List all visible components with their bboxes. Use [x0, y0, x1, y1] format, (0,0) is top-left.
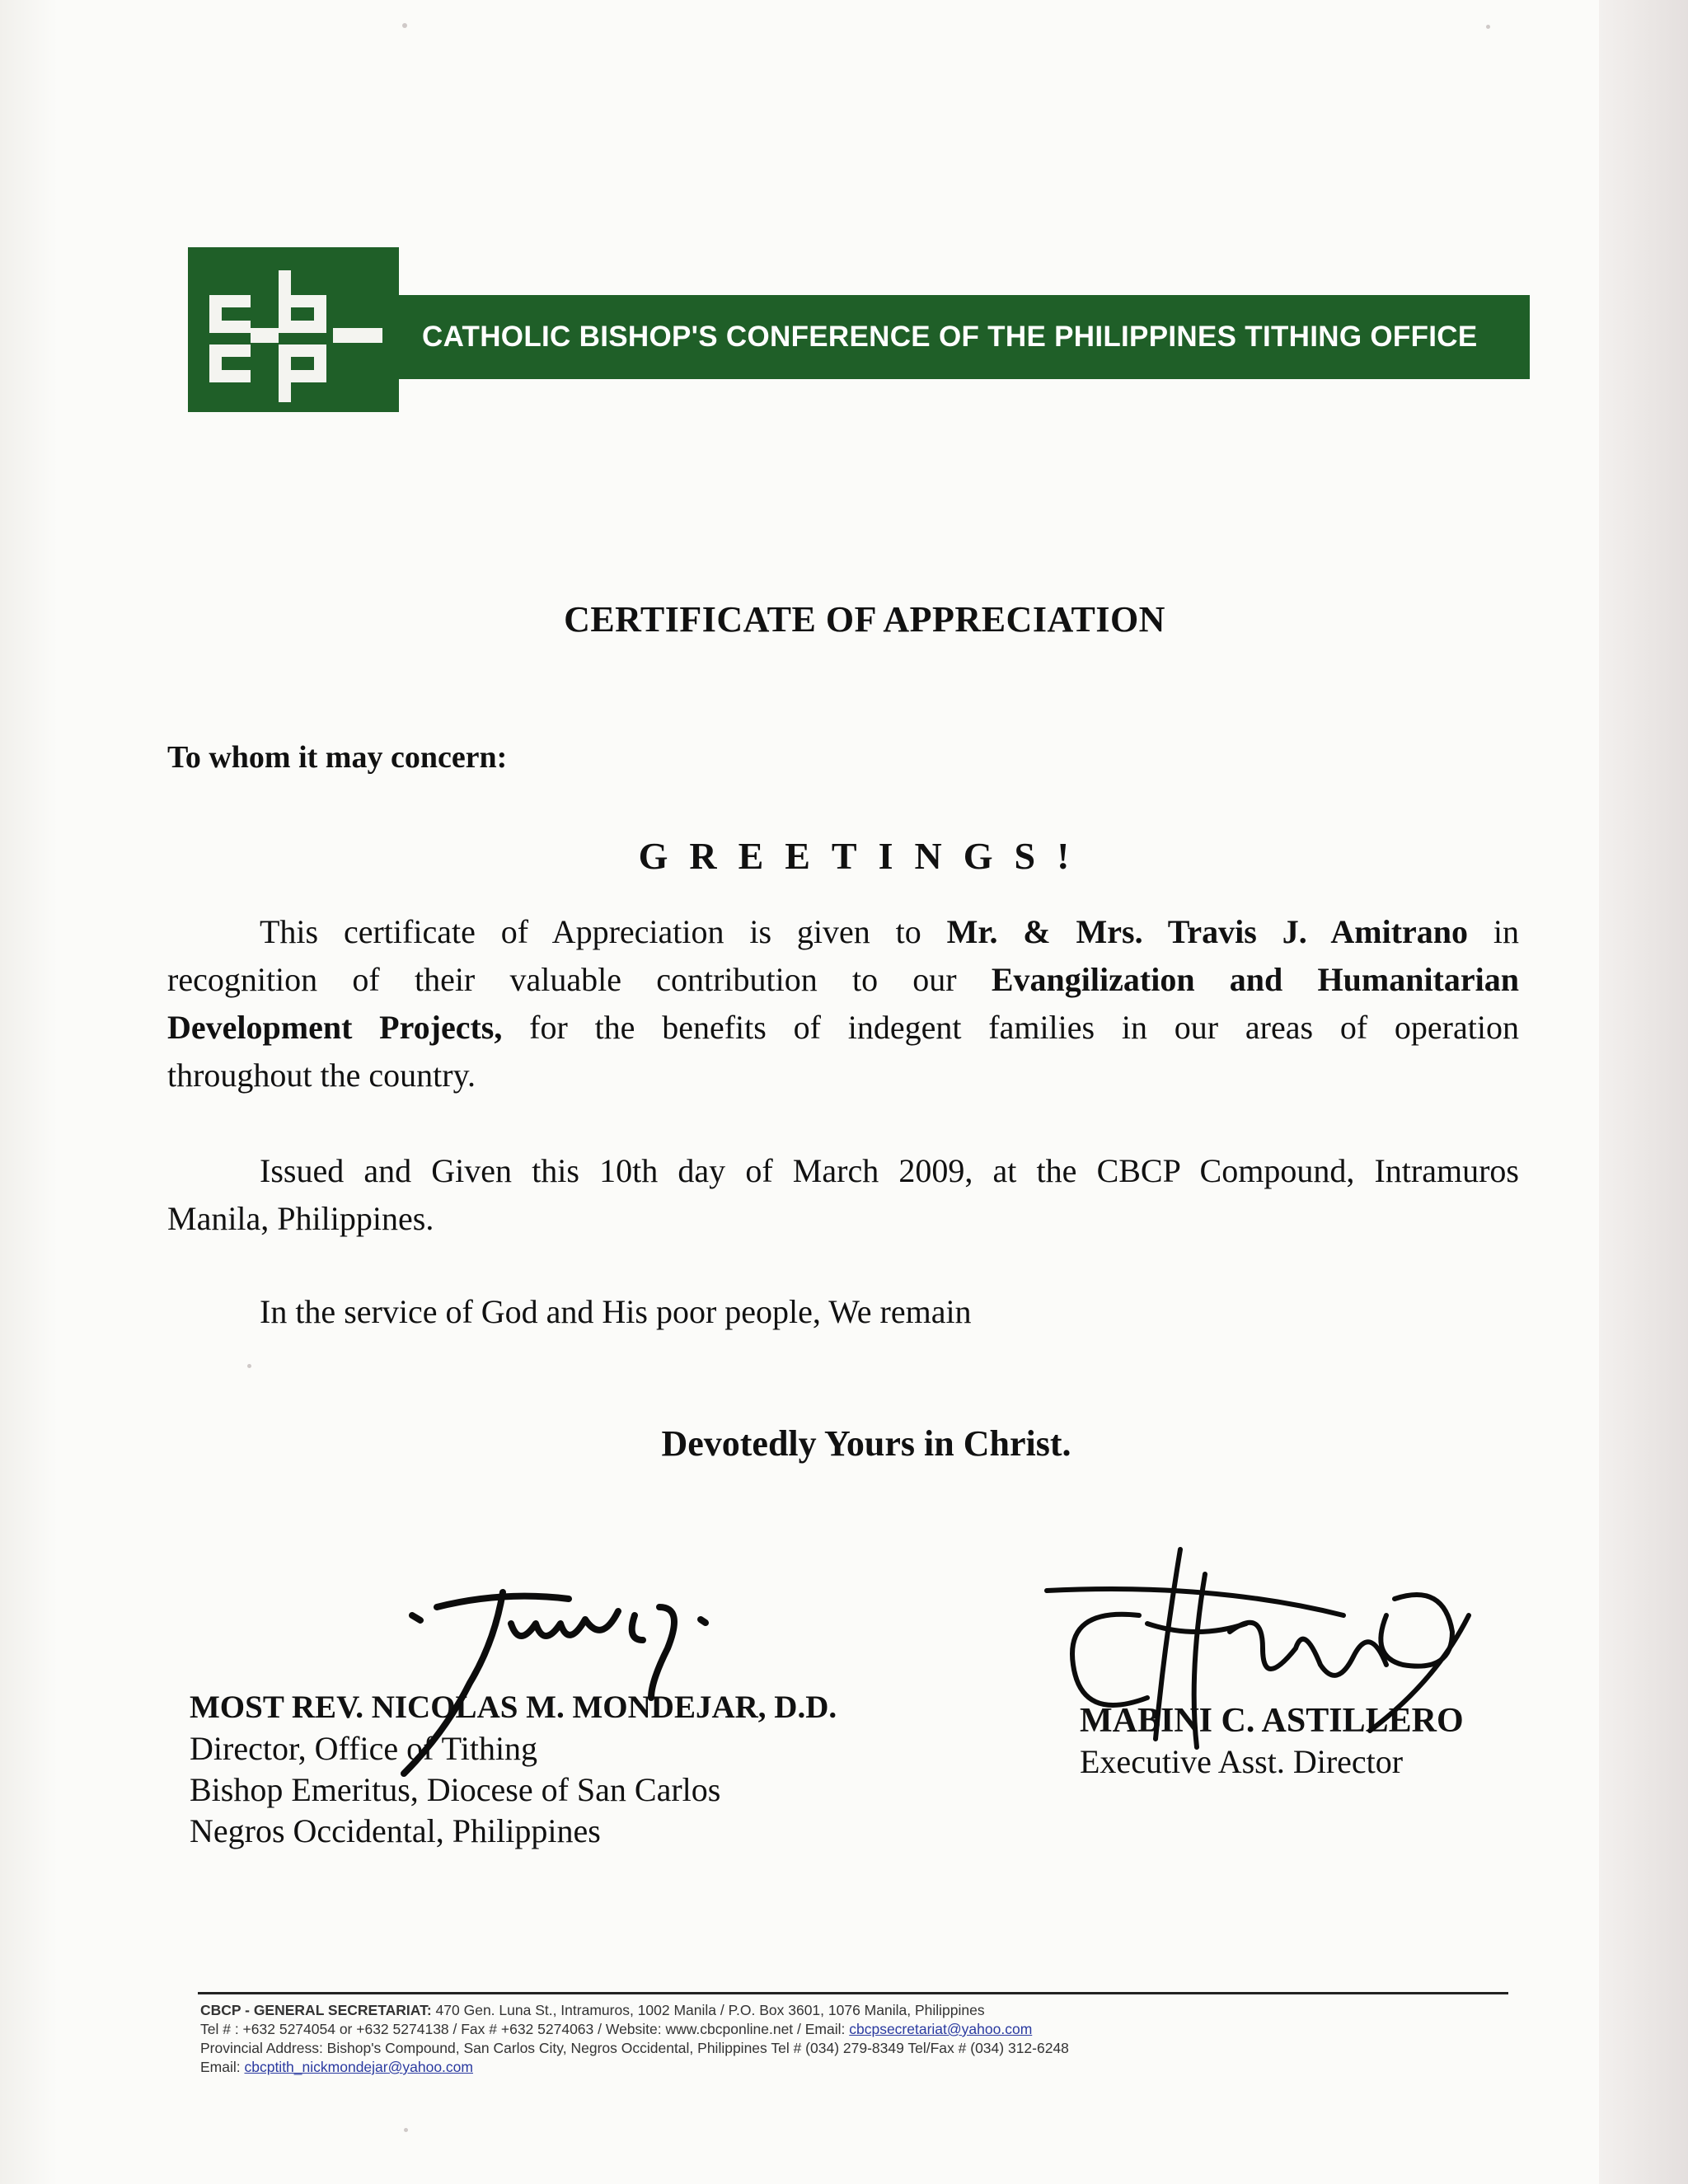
body-text: This certificate of Appreciation is given to [260, 913, 947, 950]
body-text: recognition of their valuable contribution to our [167, 961, 992, 998]
body-paragraph-issued [167, 1147, 1519, 1243]
signatory-right-name: MABINI C. ASTILLERO [1080, 1702, 1464, 1740]
footer-line [200, 2020, 1069, 2039]
footer-contact-block [200, 2001, 1069, 2077]
recipient-name: Mr. & Mrs. Travis J. Amitrano [946, 913, 1469, 950]
body-paragraph-service [167, 1288, 1519, 1336]
greeting: GREETINGS! [638, 835, 1091, 877]
scan-speck [247, 1364, 251, 1368]
body-line [167, 956, 1519, 1004]
project-name: Development Projects, [167, 1009, 503, 1046]
scan-shadow-left [0, 0, 58, 2184]
closing-line: Devotedly Yours in Christ. [661, 1423, 1071, 1464]
scan-speck [1486, 25, 1490, 29]
footer-divider [198, 1992, 1508, 1994]
scan-speck [404, 2128, 408, 2132]
footer-line [200, 2001, 1069, 2020]
certificate-title: CERTIFICATE OF APPRECIATION [564, 599, 1165, 640]
salutation: To whom it may concern: [167, 740, 508, 775]
body-paragraph-appreciation [167, 908, 1519, 1099]
footer-email-link[interactable]: cbcptith_nickmondejar@yahoo.com [244, 2059, 473, 2075]
cbcp-logo [188, 247, 399, 412]
signatory-left-title: Director, Office of Tithing [190, 1730, 538, 1767]
scan-speck [402, 23, 407, 28]
organization-name: CATHOLIC BISHOP'S CONFERENCE OF THE PHILIPPINES TITHING OFFICE [422, 321, 1478, 353]
footer-line [200, 2058, 1069, 2077]
body-line: In the service of God and His poor people, We remain [260, 1293, 972, 1330]
footer-email-link[interactable]: cbcpsecretariat@yahoo.com [849, 2021, 1033, 2037]
footer-text: Email: [200, 2059, 245, 2075]
project-name: Evangilization and Humanitarian [991, 961, 1519, 998]
signatory-left-name: MOST REV. NICOLAS M. MONDEJAR, D.D. [190, 1690, 837, 1725]
signatory-right-title: Executive Asst. Director [1080, 1743, 1404, 1780]
body-text: for the benefits of indegent families in our areas of operation [502, 1009, 1519, 1046]
signatory-left-title: Negros Occidental, Philippines [190, 1812, 601, 1849]
body-line [167, 908, 1519, 956]
footer-line: Provincial Address: Bishop's Compound, San Carlos City, Negros Occidental, Philippines Tel # (034) 279-8349 Tel/Fax # (034) 312-6248 [200, 2040, 1069, 2056]
organization-banner [399, 295, 1530, 379]
footer-lead: CBCP - GENERAL SECRETARIAT: [200, 2002, 432, 2018]
scan-edge-right [1599, 0, 1688, 2184]
footer-text: Tel # : +632 5274054 or +632 5274138 / Fax # +632 5274063 / Website: www.cbcponline.net / Email: [200, 2021, 850, 2037]
body-text: in [1468, 913, 1519, 950]
body-line: throughout the country. [167, 1057, 476, 1094]
cbcp-logo-icon [188, 247, 399, 412]
signature-left-icon [387, 1582, 734, 1788]
footer-text: 470 Gen. Luna St., Intramuros, 1002 Manila / P.O. Box 3601, 1076 Manila, Philippines [431, 2002, 985, 2018]
body-line: Manila, Philippines. [167, 1200, 434, 1237]
body-line: Issued and Given this 10th day of March 2009, at the CBCP Compound, Intramuros [260, 1152, 1519, 1189]
signature-right-icon [1040, 1541, 1510, 1772]
body-line [167, 1004, 1519, 1052]
signatory-left-title: Bishop Emeritus, Diocese of San Carlos [190, 1771, 721, 1808]
